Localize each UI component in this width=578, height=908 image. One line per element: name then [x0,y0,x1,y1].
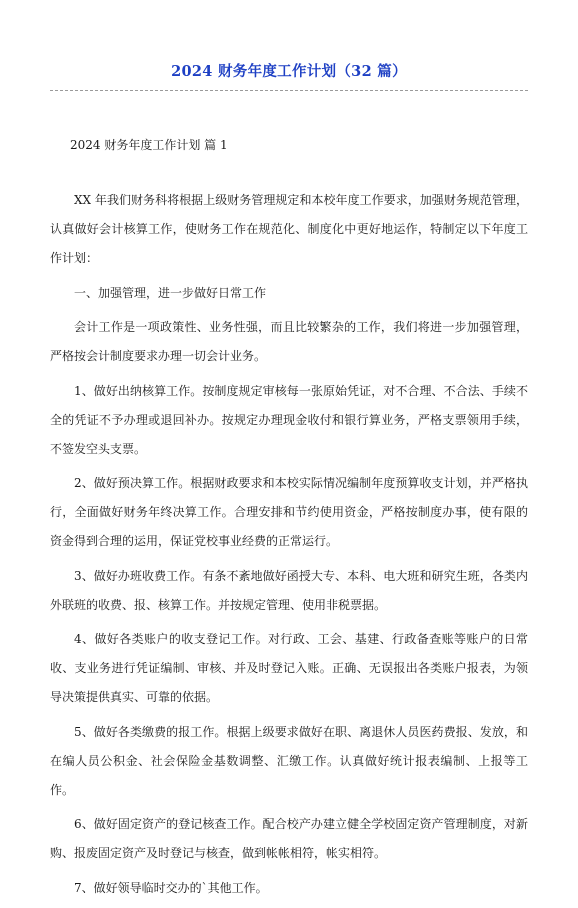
document-title: 2024 财务年度工作计划（32 篇） [171,63,407,80]
section-heading: 2024 财务年度工作计划 篇 1 [70,138,228,152]
paragraph: 5、做好各类缴费的报工作。根据上级要求做好在职、离退休人员医药费报、发放，和在编人员公积金、社会保险金基数调整、汇缴工作。认真做好统计报表编制、上报等工作。 [50,724,528,797]
paragraph: 3、做好办班收费工作。有条不紊地做好函授大专、本科、电大班和研究生班，各类内外联班的收费、报、核算工作。并按规定管理、使用非税票据。 [50,568,528,612]
paragraph: 6、做好固定资产的登记核查工作。配合校产办建立健全学校固定资产管理制度，对新购、报废固定资产及时登记与核查，做到帐帐相符，帐实相符。 [50,817,528,860]
paragraph: 2、做好预决算工作。根据财政要求和本校实际情况编制年度预算收支计划，并严格执行，全面做好财务年终决算工作。合理安排和节约使用资金，严格按制度办事，使有限的资金得到合理的运用，保证党校事业经费的正常运行。 [50,476,528,548]
title-divider [50,90,528,91]
paragraph: 会计工作是一项政策性、业务性强，而且比较繁杂的工作，我们将进一步加强管理，严格按会计制度要求办理一切会计业务。 [50,320,528,363]
paragraph: XX 年我们财务科将根据上级财务管理规定和本校年度工作要求，加强财务规范管理，认真做好会计核算工作，使财务工作在规范化、制度化中更好地运作，特制定以下年度工作计划： [50,193,528,265]
document-body [50,186,528,908]
paragraph: 4、做好各类账户的收支登记工作。对行政、工会、基建、行政备查账等账户的日常收、支业务进行凭证编制、审核、并及时登记入账。正确、无误报出各类账户报表，为领导决策提供真实、可靠的依据。 [50,632,528,704]
paragraph: 7、做好领导临时交办的`其他工作。 [74,880,268,895]
paragraph: 1、做好出纳核算工作。按制度规定审核每一张原始凭证，对不合理、不合法、手续不全的凭证不予办理或退回补办。按规定办理现金收付和银行算业务，严格支票领用手续，不签发空头支票。 [50,383,528,456]
paragraph-heading: 一、加强管理，进一步做好日常工作 [74,285,267,300]
